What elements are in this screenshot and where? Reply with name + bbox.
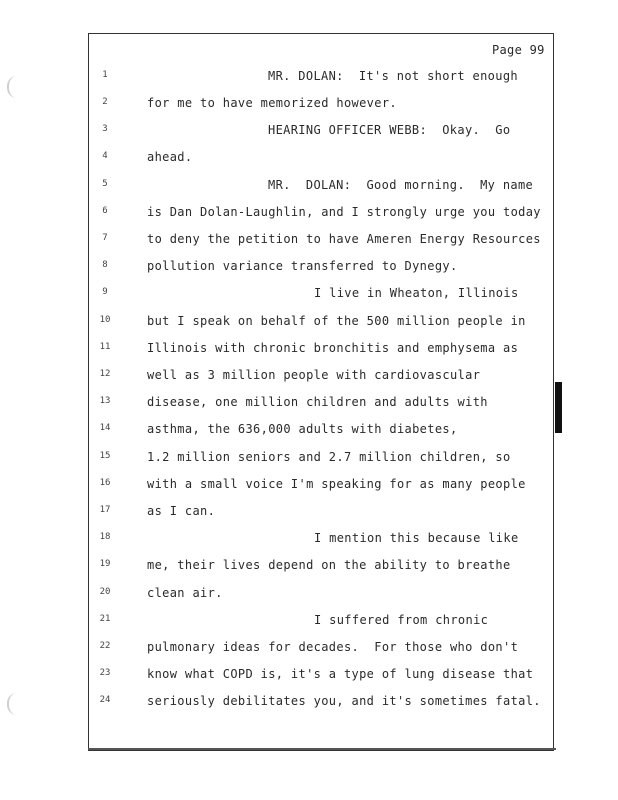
transcript-line: asthma, the 636,000 adults with diabetes, xyxy=(147,422,458,436)
transcript-line: MR. DOLAN: Good morning. My name xyxy=(268,178,534,192)
transcript-line: disease, one million children and adults with xyxy=(147,395,488,409)
transcript-line: ahead. xyxy=(147,150,193,164)
transcript-line: with a small voice I'm speaking for as many people xyxy=(147,477,526,491)
line-number: 7 xyxy=(102,233,108,243)
transcript-line: MR. DOLAN: It's not short enough xyxy=(268,69,518,83)
transcript-line: well as 3 million people with cardiovascular xyxy=(147,368,481,382)
transcript-line: I live in Wheaton, Illinois xyxy=(314,286,519,300)
line-number: 17 xyxy=(99,505,111,515)
line-number: 8 xyxy=(102,260,108,270)
transcript-line: me, their lives depend on the ability to breathe xyxy=(147,558,511,572)
transcript-line: 1.2 million seniors and 2.7 million children, so xyxy=(147,450,511,464)
transcript-line: Illinois with chronic bronchitis and emphysema as xyxy=(147,341,519,355)
transcript-line: as I can. xyxy=(147,504,216,518)
transcript-line: HEARING OFFICER WEBB: Okay. Go xyxy=(268,123,511,137)
line-number: 5 xyxy=(102,179,108,189)
transcript-line: to deny the petition to have Ameren Energy Resources xyxy=(147,232,541,246)
page-edge-tab xyxy=(555,382,562,433)
transcript-line: I mention this because like xyxy=(314,531,519,545)
line-number: 24 xyxy=(99,695,111,705)
transcript-line: know what COPD is, it's a type of lung disease that xyxy=(147,667,534,681)
transcript-line: seriously debilitates you, and it's sometimes fatal. xyxy=(147,694,541,708)
line-number: 3 xyxy=(102,124,108,134)
line-number: 21 xyxy=(99,614,111,624)
line-number: 22 xyxy=(99,641,111,651)
line-number: 18 xyxy=(99,532,111,542)
line-number: 1 xyxy=(102,70,108,80)
line-number: 9 xyxy=(102,287,108,297)
line-number: 6 xyxy=(102,206,108,216)
page-number: Page 99 xyxy=(492,43,545,57)
line-number: 13 xyxy=(99,396,111,406)
bottom-rule xyxy=(88,748,556,750)
line-number: 16 xyxy=(99,478,111,488)
transcript-line: for me to have memorized however. xyxy=(147,96,397,110)
line-number: 4 xyxy=(102,151,108,161)
transcript-line: pollution variance transferred to Dynegy. xyxy=(147,259,458,273)
line-number: 15 xyxy=(99,451,111,461)
line-number: 11 xyxy=(99,342,111,352)
transcript-line: pulmonary ideas for decades. For those who don't xyxy=(147,640,519,654)
hole-punch-mark xyxy=(7,693,23,715)
line-number: 19 xyxy=(99,559,111,569)
line-number: 23 xyxy=(99,668,111,678)
transcript-line: clean air. xyxy=(147,586,223,600)
line-number: 20 xyxy=(99,587,111,597)
line-number: 10 xyxy=(99,315,111,325)
line-number: 14 xyxy=(99,423,111,433)
line-number: 12 xyxy=(99,369,111,379)
transcript-line: I suffered from chronic xyxy=(314,613,489,627)
transcript-line: but I speak on behalf of the 500 million people in xyxy=(147,314,526,328)
transcript-line: is Dan Dolan-Laughlin, and I strongly urge you today xyxy=(147,205,541,219)
hole-punch-mark xyxy=(7,76,23,98)
line-number: 2 xyxy=(102,97,108,107)
